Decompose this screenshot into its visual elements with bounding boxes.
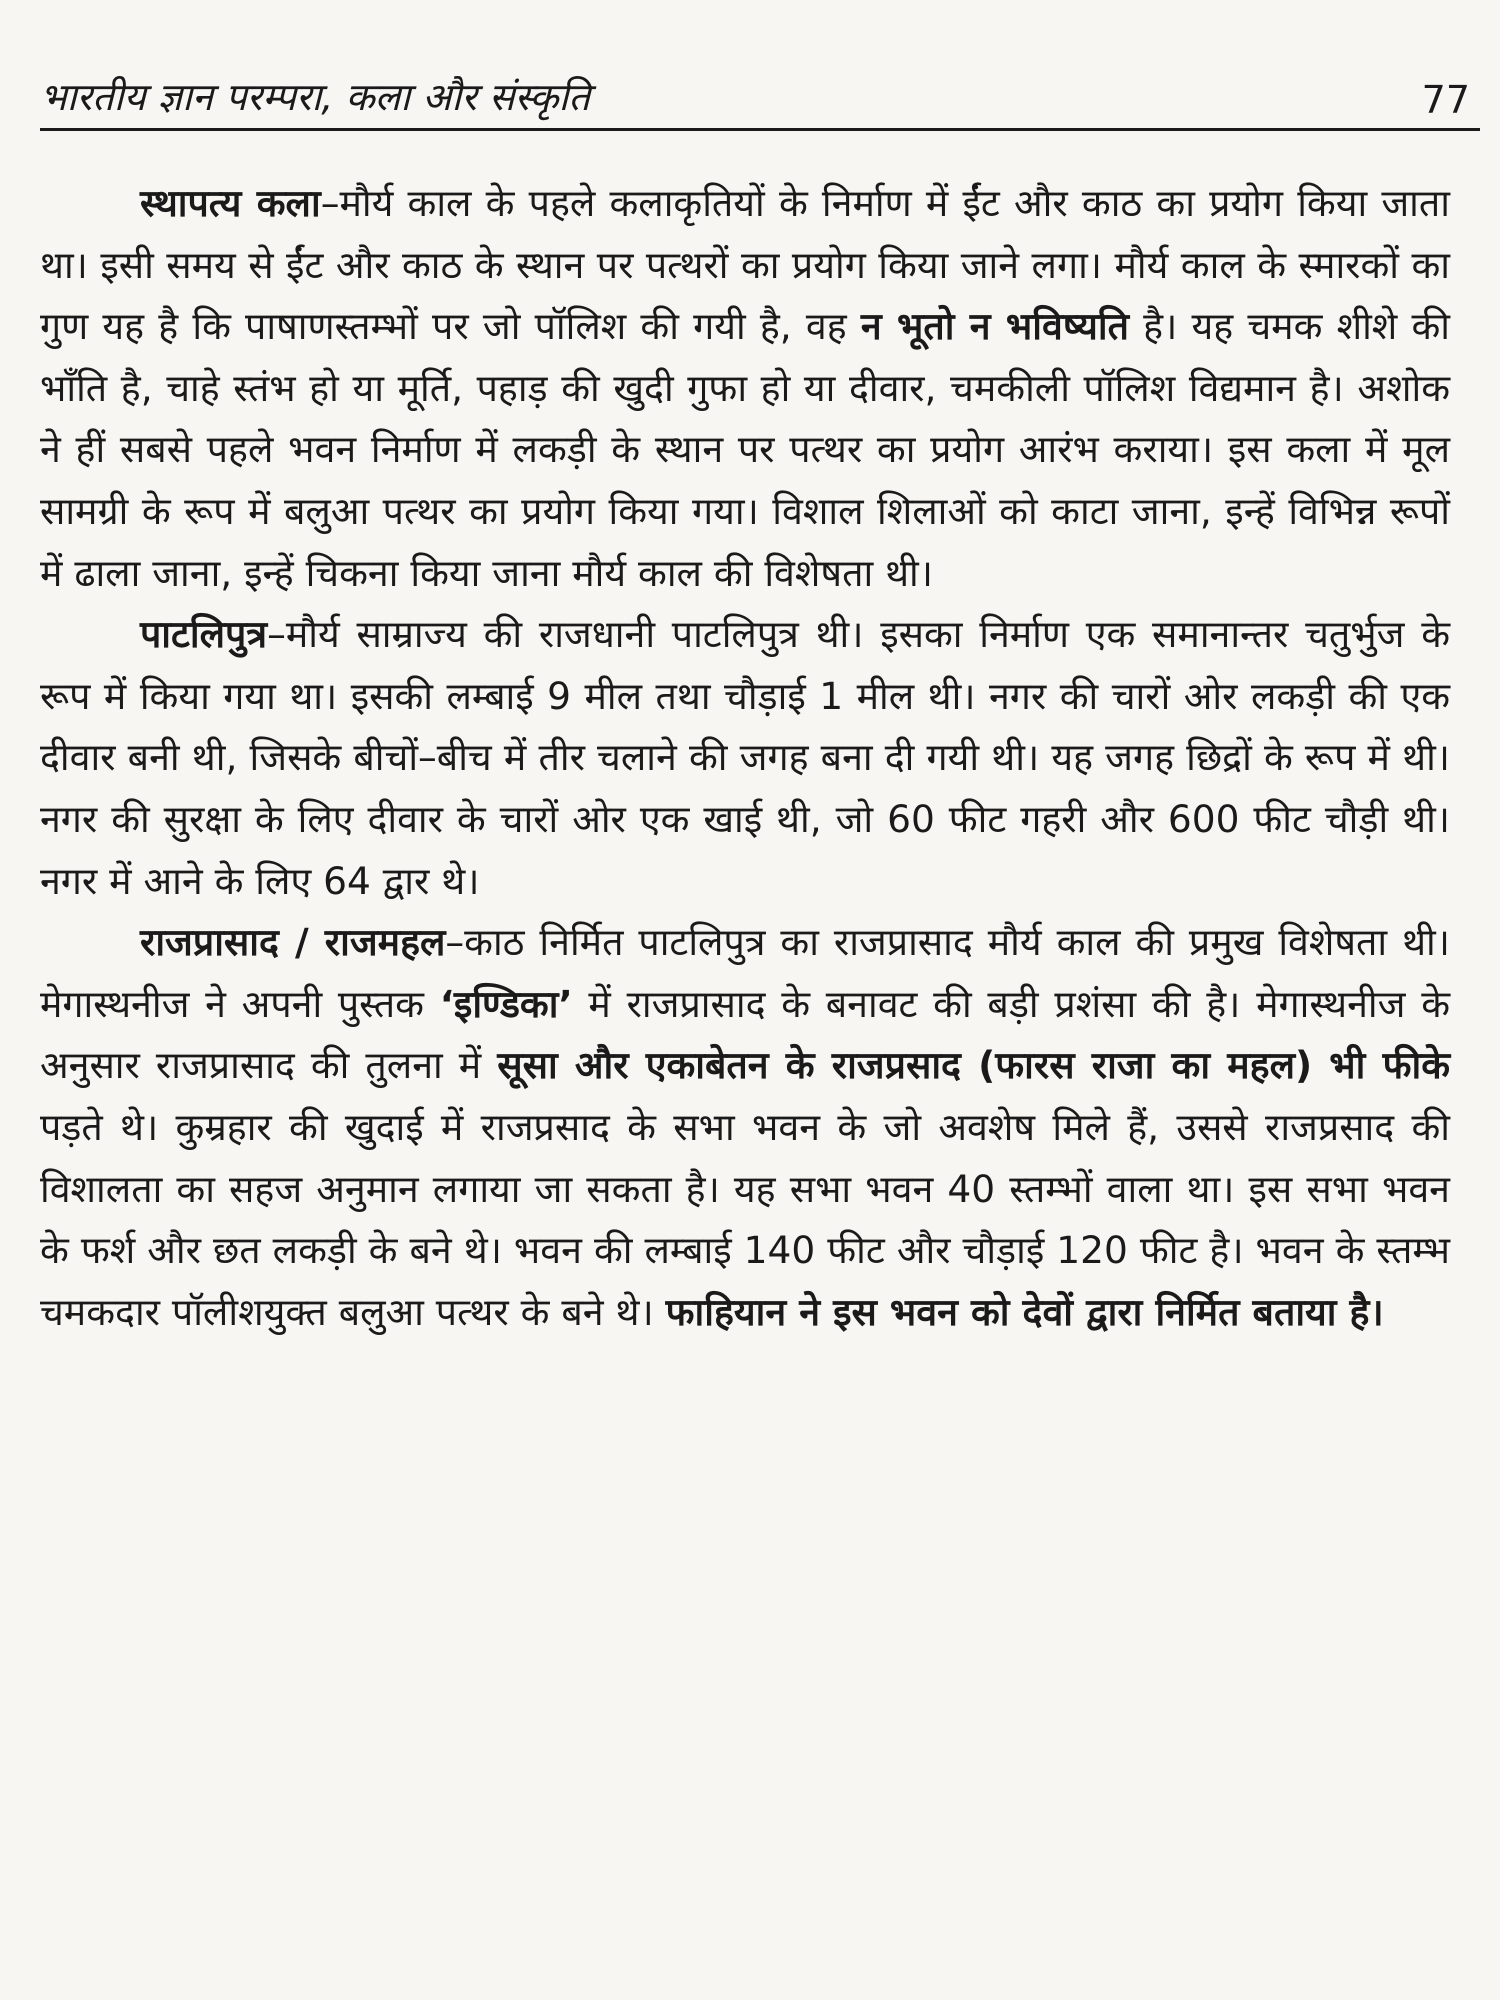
- bold-phrase: न भूतो न भविष्यति: [860, 304, 1129, 349]
- paragraph-text: –मौर्य साम्राज्य की राजधानी पाटलिपुत्र थी। इसका निर्माण एक समानान्तर चतुर्भुज के रूप में किया गया था। इसकी लम्बाई 9 मील तथा चौड़ाई 1 मील थी। नगर की चारों ओर लकड़ी की एक दीवार बनी थी, जिसके बीचों–बीच में तीर चलाने की जगह बना दी गयी थी। यह जगह छिद्रों के रूप में थी। नगर की सुरक्षा के लिए दीवार के चारों ओर एक खाई थी, जो 60 फीट गहरी और 600 फीट चौड़ी थी। नगर में आने के लिए 64 द्वार थे।: [40, 612, 1450, 903]
- paragraph-heading: पाटलिपुत्र: [140, 612, 268, 657]
- book-title: भारतीय ज्ञान परम्परा, कला और संस्कृति: [40, 75, 590, 119]
- page-number: 77: [1421, 78, 1470, 122]
- bold-phrase: ‘इण्डिका’: [439, 981, 573, 1026]
- paragraph-text: पड़ते थे। कुम्रहार की खुदाई में राजप्रसाद के सभा भवन के जो अवशेष मिले हैं, उससे राजप्रसाद की विशालता का सहज अनुमान लगाया जा सकता है। यह सभा भवन 40 स्तम्भों वाला था। इस सभा भवन के फर्श और छत लकड़ी के बने थे। भवन की लम्बाई 140 फीट और चौड़ाई 120 फीट है। भवन के स्तम्भ चमकदार पॉलीशयुक्त बलुआ पत्थर के बने थे।: [40, 1104, 1450, 1334]
- paragraph-palace: [40, 912, 1450, 1343]
- bold-phrase: फाहियान ने इस भवन को देवों द्वारा निर्मित बताया है।: [665, 1289, 1384, 1334]
- body-text: [40, 173, 1450, 1343]
- paragraph-heading: स्थापत्य कला: [140, 181, 321, 225]
- paragraph-text: –मौर्य काल के पहले कलाकृतियों के निर्माण में ईंट और काठ का प्रयोग किया जाता था। इसी समय से ईंट और काठ के स्थान पर पत्थरों का प्रयोग किया जाने लगा। मौर्य काल के स्मारकों का गुण यह है कि पाषाणस्तम्भों पर जो पॉलिश की गयी है, वह: [40, 181, 1450, 349]
- paragraph-architecture: [40, 173, 1450, 604]
- paragraph-text: है। यह चमक शीशे की भाँति है, चाहे स्तंभ हो या मूर्ति, पहाड़ की खुदी गुफा हो या दीवार, चमकीली पॉलिश विद्यमान है। अशोक ने हीं सबसे पहले भवन निर्माण में लकड़ी के स्थान पर पत्थर का प्रयोग आरंभ कराया। इस कला में मूल सामग्री के रूप में बलुआ पत्थर का प्रयोग किया गया। विशाल शिलाओं को काटा जाना, इन्हें विभिन्न रूपों में ढाला जाना, इन्हें चिकना किया जाना मौर्य काल की विशेषता थी।: [40, 304, 1450, 595]
- bold-phrase: सूसा और एकाबेतन के राजप्रसाद (फारस राजा का महल) भी फीके: [497, 1043, 1450, 1088]
- paragraph-heading: राजप्रासाद / राजमहल: [140, 920, 446, 965]
- running-header: [40, 70, 1480, 131]
- paragraph-text: –काठ निर्मित पाटलिपुत्र का राजप्रासाद मौर्य काल की प्रमुख विशेषता थी। मेगास्थनीज ने अपनी पुस्तक: [40, 920, 1450, 1026]
- paragraph-text: में राजप्रासाद के बनावट की बड़ी प्रशंसा की है। मेगास्थनीज के अनुसार राजप्रासाद की तुलना में: [40, 981, 1450, 1088]
- paragraph-pataliputra: [40, 604, 1450, 912]
